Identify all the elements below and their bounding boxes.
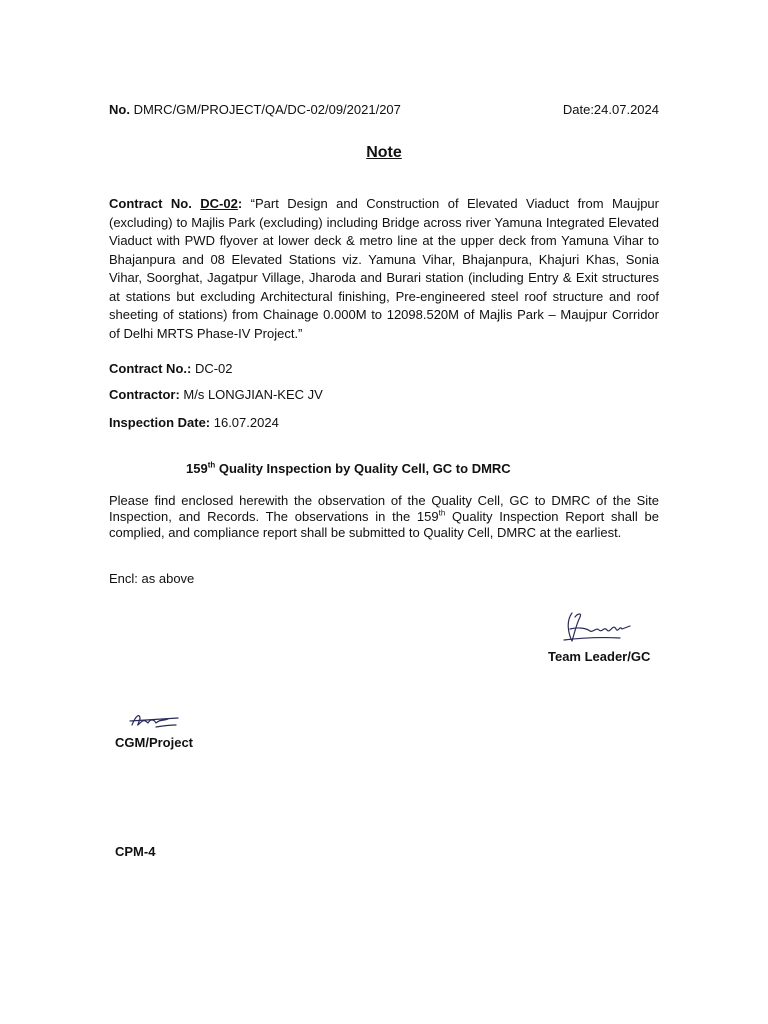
- contract-no-row: [109, 361, 233, 376]
- section-heading-number: 159: [186, 461, 208, 476]
- body-text-part1: Please find enclosed herewith the observation of the Quality Cell, GC to DMRC of the Site Inspection, and Records. The observations in the 159: [109, 493, 659, 524]
- contractor-value: M/s LONGJIAN-KEC JV: [179, 387, 323, 402]
- reference-label: No.: [109, 102, 130, 117]
- page-title: Note: [366, 144, 402, 161]
- section-heading-text: Quality Inspection by Quality Cell, GC to DMRC: [215, 461, 511, 476]
- contract-description-text: “Part Design and Construction of Elevated Viaduct from Maujpur (excluding) to Majlis Park (excluding) including Bridge across river Yamuna Integrated Elevated Viaduct with PWD flyover at lower deck & metro line at the upper deck from Yamuna Vihar to Bhajanpura and 08 Elevated Stations viz. Yamuna Vihar, Bhajanpura, Khajuri Khas, Sonia Vihar, Soorghat, Jagatpur Village, Jharoda and Burari station (including Entry & Exit structures at stations but excluding Architectural finishing, Pre-engineered steel roof structure and roof sheeting of stations) from Chainage 0.000M to 12098.520M of Majlis Park – Maujpur Corridor of Delhi MRTS Phase-IV Project.”: [109, 196, 659, 341]
- inspection-date-label: Inspection Date:: [109, 415, 211, 430]
- team-leader-signature: [560, 607, 640, 647]
- enclosure-note: Encl: as above: [109, 571, 195, 586]
- section-heading-ordinal: th: [207, 460, 216, 470]
- cgm-title: CGM/Project: [115, 735, 194, 750]
- contract-no-label: Contract No.:: [109, 361, 192, 376]
- reference-value: DMRC/GM/PROJECT/QA/DC-02/09/2021/207: [133, 102, 401, 117]
- document-date: Date:24.07.2024: [562, 102, 659, 117]
- inspection-date-row: [109, 415, 279, 430]
- contract-label-code: DC-02: [200, 196, 238, 211]
- section-heading: [186, 461, 511, 476]
- contract-label: [109, 196, 242, 211]
- team-leader-title: Team Leader/GC: [548, 649, 651, 664]
- reference-line: [109, 102, 659, 120]
- contractor-label: Contractor:: [109, 387, 180, 402]
- contract-no-value: DC-02: [191, 361, 233, 376]
- body-paragraph: [109, 493, 659, 541]
- reference-number: [109, 102, 401, 117]
- contract-label-suffix: :: [237, 196, 243, 211]
- inspection-date-value: 16.07.2024: [210, 415, 279, 430]
- body-ordinal: th: [438, 508, 446, 518]
- contract-label-prefix: Contract No.: [109, 196, 201, 211]
- cpm-title: CPM-4: [115, 844, 156, 859]
- contractor-row: [109, 387, 323, 402]
- contract-description: [109, 195, 659, 343]
- body-text-part2: Quality Inspection Report shall be complied, and compliance report shall be submitted to Quality Cell, DMRC at the earliest.: [109, 509, 660, 540]
- cgm-signature: [126, 707, 182, 733]
